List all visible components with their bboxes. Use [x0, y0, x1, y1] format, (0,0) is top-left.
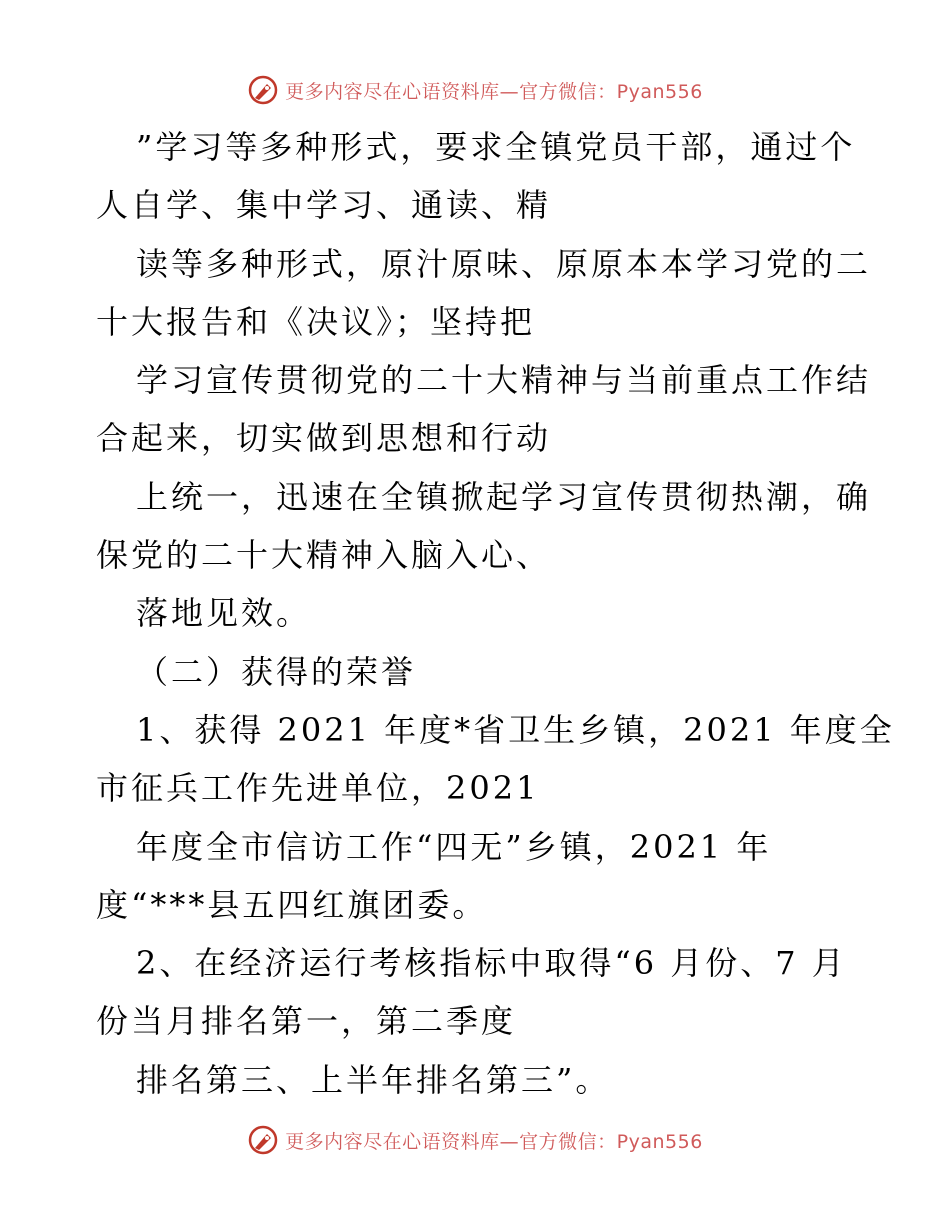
- text-line: 年度全市信访工作“四无”乡镇，2021 年: [136, 827, 772, 866]
- text-line: 2、在经济运行考核指标中取得“6 月份、7 月: [136, 944, 847, 983]
- text-line: 市征兵工作先进单位，2021: [96, 769, 540, 808]
- text-line: 度“***县五四红旗团委。: [96, 885, 488, 924]
- pen-nib-logo-icon: [247, 74, 279, 106]
- text-line: ”学习等多种形式，要求全镇党员干部，通过个: [136, 128, 856, 166]
- text-line: 读等多种形式，原汁原味、原原本本学习党的二: [136, 244, 872, 283]
- text-line: 保党的二十大精神入脑入心、: [96, 536, 552, 575]
- watermark-text: 更多内容尽在心语资料库—官方微信：Pyan556: [285, 1130, 703, 1153]
- text-line: 合起来，切实做到思想和行动: [96, 419, 552, 458]
- section-heading: （二）获得的荣誉: [136, 652, 417, 691]
- text-line: 上统一，迅速在全镇掀起学习宣传贯彻热潮，确: [136, 477, 872, 516]
- text-line: 十大报告和《决议》；坚持把: [96, 302, 536, 341]
- text-line: 1、获得 2021 年度*省卫生乡镇，2021 年度全: [136, 710, 895, 749]
- text-line: 排名第三、上半年排名第三”。: [136, 1060, 611, 1099]
- header-watermark: [0, 70, 950, 110]
- document-body: [96, 118, 895, 1109]
- pen-nib-logo-icon: [247, 1124, 279, 1156]
- text-line: 份当月排名第一，第二季度: [96, 1002, 517, 1041]
- watermark-text: 更多内容尽在心语资料库—官方微信：Pyan556: [285, 80, 703, 103]
- text-line: 学习宣传贯彻党的二十大精神与当前重点工作结: [136, 361, 872, 400]
- footer-watermark: [0, 1120, 950, 1160]
- text-line: 人自学、集中学习、通读、精: [96, 186, 552, 225]
- text-line: 落地见效。: [136, 594, 312, 633]
